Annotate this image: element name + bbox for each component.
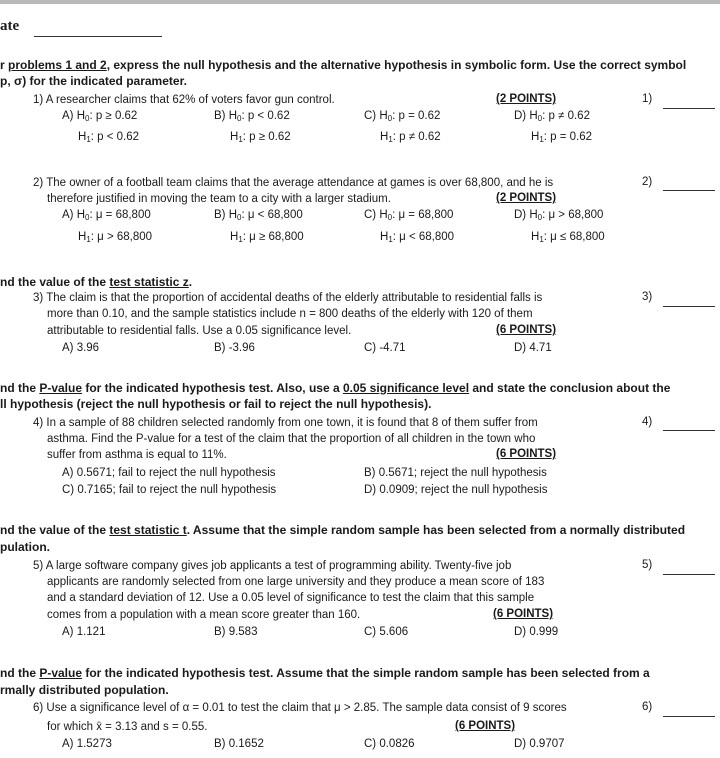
question-1-answer-line: [663, 107, 715, 109]
question-3-line3: attributable to residential falls. Use a 0.05 significance level.: [47, 325, 352, 337]
q1-option-b-h1: $H_1$: p ≥ 0.62: [230, 131, 291, 144]
question-4-line3: suffer from asthma is equal to 11%.: [47, 449, 227, 461]
question-5-line2: applicants are randomly selected from one large university and they produce a mean score of 183: [47, 576, 545, 588]
section4-header: nd the value of the test statistic t. Assume that the simple random sample has been selected from a normally distributed: [0, 523, 686, 537]
question-1-number: 1): [642, 93, 653, 105]
q6-option-b: B) 0.1652: [214, 738, 264, 750]
question-5-number: 5): [642, 559, 653, 571]
q6-option-c: C) 0.0826: [364, 738, 415, 750]
q2-option-d-h0: D) $H_0$: μ > 68,800: [514, 209, 604, 222]
q3-option-b: B) -3.96: [214, 342, 255, 354]
section1-header-line2: p, σ) for the indicated parameter.: [0, 74, 187, 88]
question-3-points: (6 POINTS): [496, 324, 557, 336]
question-4-line2: asthma. Find the P-value for a test of the claim that the proportion of all children in the town who: [47, 433, 536, 445]
q2-option-c-h1: $H_1$: μ < 68,800: [380, 231, 455, 244]
q3-option-a: A) 3.96: [62, 342, 100, 354]
question-3-line2: more than 0.10, and the sample statistics include n = 800 deaths of the elderly with 120 of them: [47, 308, 533, 320]
section2-header: nd the value of the test statistic z.: [0, 275, 193, 289]
q1-option-c-h0: C) $H_0$: p = 0.62: [364, 110, 441, 123]
section3-header-line2: ll hypothesis (reject the null hypothesis or fail to reject the null hypothesis).: [0, 397, 432, 411]
top-border: [0, 0, 720, 4]
date-label: ate: [0, 18, 20, 34]
q2-option-b-h0: B) $H_0$: μ < 68,800: [214, 209, 303, 222]
question-1-points: (2 POINTS): [496, 93, 557, 105]
question-4-answer-line: [663, 429, 715, 431]
q5-option-c: C) 5.606: [364, 626, 409, 638]
question-5-line3: and a standard deviation of 12. Use a 0.05 level of significance to test the claim that this sample: [47, 592, 535, 604]
q1-option-d-h1: $H_1$: p = 0.62: [531, 131, 593, 144]
q2-option-a-h0: A) $H_0$: μ = 68,800: [62, 209, 151, 222]
section1-header: r problems 1 and 2, express the null hypothesis and the alternative hypothesis in symbolic form. Use the correct symbol: [0, 58, 687, 72]
question-3-answer-line: [663, 305, 715, 307]
section5-header-line2: rmally distributed population.: [0, 683, 169, 697]
q6-option-a: A) 1.5273: [62, 738, 112, 750]
q1-option-a-h1: $H_1$: p < 0.62: [78, 131, 140, 144]
question-6-number: 6): [642, 701, 653, 713]
question-1-text: 1) A researcher claims that 62% of voters favor gun control.: [33, 94, 335, 106]
question-2-number: 2): [642, 176, 653, 188]
question-2-points: (2 POINTS): [496, 192, 557, 204]
question-5-answer-line: [663, 573, 715, 575]
question-2-answer-line: [663, 189, 715, 191]
q4-option-b: B) 0.5671; reject the null hypothesis: [364, 467, 547, 479]
q2-option-a-h1: $H_1$: μ > 68,800: [78, 231, 153, 244]
section4-header-line2: pulation.: [0, 540, 50, 554]
question-6-line2: for which x̄ = 3.13 and s = 0.55.: [47, 721, 208, 733]
q3-option-d: D) 4.71: [514, 342, 552, 354]
section3-header: nd the P-value for the indicated hypothesis test. Also, use a 0.05 significance level and state the conclusion about the: [0, 381, 671, 395]
q6-option-d: D) 0.9707: [514, 738, 565, 750]
question-5-line1: 5) A large software company gives job applicants a test of programming ability. Twenty-five job: [33, 560, 512, 572]
q5-option-b: B) 9.583: [214, 626, 258, 638]
q4-option-c: C) 0.7165; fail to reject the null hypothesis: [62, 484, 277, 496]
q2-option-d-h1: $H_1$: μ ≤ 68,800: [531, 231, 605, 244]
question-4-line1: 4) In a sample of 88 children selected randomly from one town, it is found that 8 of them suffer from: [33, 417, 538, 429]
question-3-number: 3): [642, 291, 653, 303]
question-6-line1: 6) Use a significance level of α = 0.01 to test the claim that μ > 2.85. The sample data consist of 9 scores: [33, 702, 567, 714]
q2-option-b-h1: $H_1$: μ ≥ 68,800: [230, 231, 304, 244]
q1-option-d-h0: D) $H_0$: p ≠ 0.62: [514, 110, 590, 123]
section5-header: nd the P-value for the indicated hypothesis test. Assume that the simple random sample has been selected from a: [0, 666, 650, 680]
q1-option-b-h0: B) $H_0$: p < 0.62: [214, 110, 290, 123]
q1-option-a-h0: A) $H_0$: p ≥ 0.62: [62, 110, 138, 123]
question-6-answer-line: [663, 715, 715, 717]
question-4-points: (6 POINTS): [496, 448, 557, 460]
q3-option-c: C) -4.71: [364, 342, 406, 354]
q5-option-d: D) 0.999: [514, 626, 559, 638]
q1-option-c-h1: $H_1$: p ≠ 0.62: [380, 131, 441, 144]
question-4-number: 4): [642, 416, 653, 428]
q5-option-a: A) 1.121: [62, 626, 106, 638]
date-answer-line: [34, 36, 162, 37]
question-3-line1: 3) The claim is that the proportion of accidental deaths of the elderly attributable to residential falls is: [33, 292, 543, 304]
question-6-points: (6 POINTS): [455, 720, 516, 732]
q4-option-d: D) 0.0909; reject the null hypothesis: [364, 484, 548, 496]
q4-option-a: A) 0.5671; fail to reject the null hypothesis: [62, 467, 276, 479]
question-5-points: (6 POINTS): [493, 608, 554, 620]
question-2-line2: therefore justified in moving the team to a city with a larger stadium.: [47, 193, 391, 205]
question-2-line1: 2) The owner of a football team claims that the average attendance at games is over 68,800, and he is: [33, 177, 554, 189]
question-5-line4: comes from a population with a mean score greater than 160.: [47, 609, 361, 621]
q2-option-c-h0: C) $H_0$: μ = 68,800: [364, 209, 454, 222]
